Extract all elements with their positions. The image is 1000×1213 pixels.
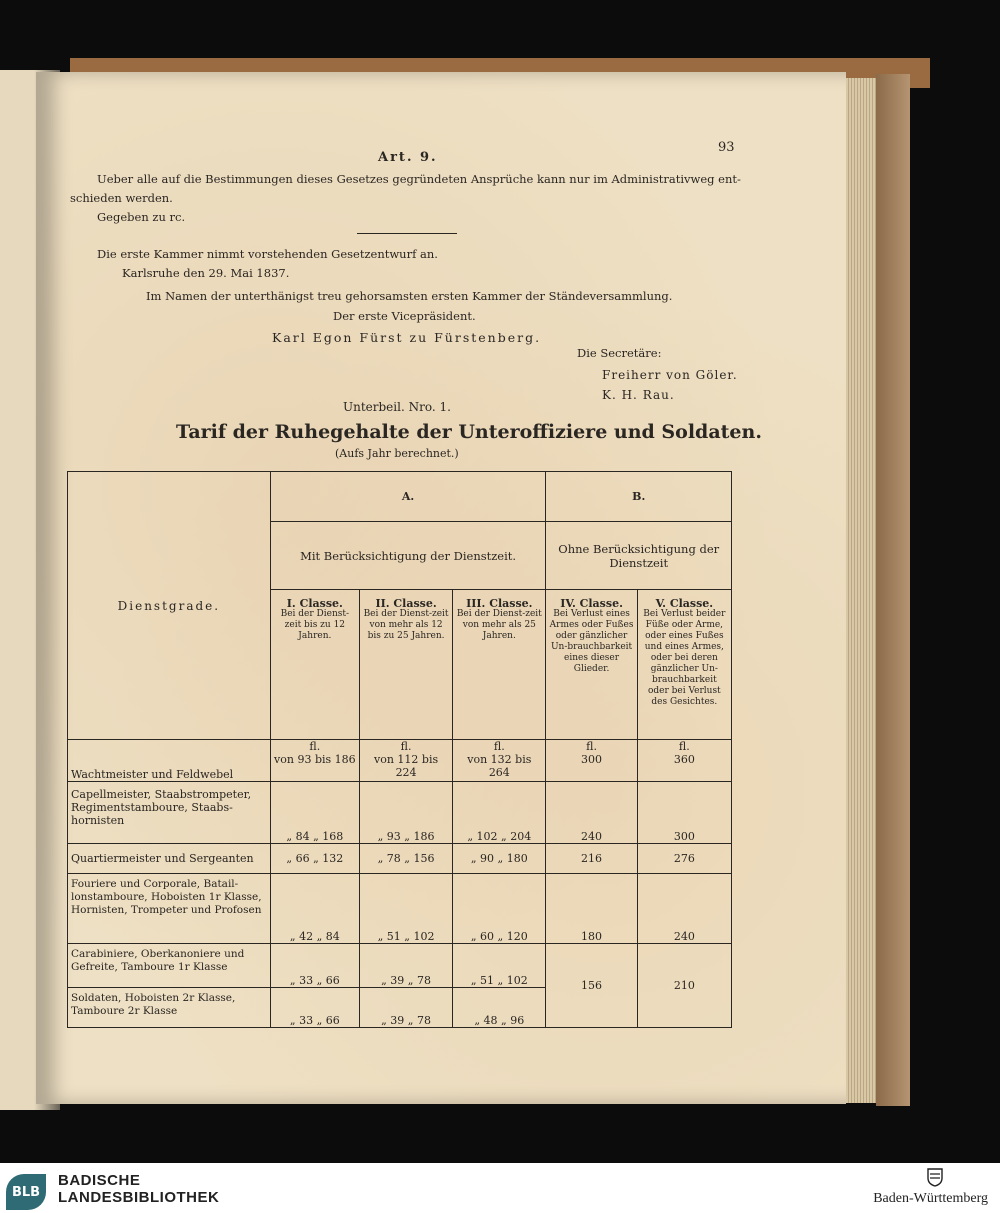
vice-president-name: Karl Egon Fürst zu Fürstenberg. [272, 330, 542, 345]
blb-logo: BLB [6, 1174, 46, 1210]
value-cell: von 132 bis 264 [467, 753, 532, 779]
table-title: Tarif der Ruhegehalte der Unteroffiziere und Soldaten. [176, 421, 762, 443]
value-cell: von 112 bis 224 [374, 753, 439, 779]
library-name-line-1: BADISCHE [58, 1172, 141, 1189]
table-subtitle: (Aufs Jahr berechnet.) [335, 447, 459, 460]
enclosure-label: Unterbeil. Nro. 1. [343, 400, 451, 414]
value-cell: „ 66 „ 132 [270, 844, 359, 874]
value-cell: 300 [581, 753, 603, 766]
table-cell [637, 740, 731, 782]
value-cell: „ 84 „ 168 [270, 782, 359, 844]
class-4-description: Bei Verlust eines Armes oder Fußes oder gänzlicher Un-brauchbarkeit eines dieser Glieder. [549, 609, 634, 674]
value-cell: 240 [546, 782, 637, 844]
table-row-rank: Soldaten, Hoboisten 2r Klasse, Tamboure 2r Klasse [68, 988, 271, 1028]
value-cell: „ 39 „ 78 [359, 944, 452, 988]
value-cell: „ 60 „ 120 [453, 874, 546, 944]
chamber-acceptance: Die erste Kammer nimmt vorstehenden Gesetzentwurf an. [97, 247, 438, 261]
class-1-header [270, 590, 359, 740]
secretaries-title: Die Secretäre: [577, 346, 662, 360]
value-cell: „ 42 „ 84 [270, 874, 359, 944]
unit-label: fl. [493, 740, 505, 753]
unit-label: fl. [309, 740, 321, 753]
value-cell: 240 [637, 874, 731, 944]
state-crest-icon [926, 1167, 944, 1187]
given-clause: Gegeben zu rc. [97, 210, 186, 224]
class-2-description: Bei der Dienst-zeit von mehr als 12 bis zu 25 Jahren. [363, 609, 449, 641]
in-the-name-of: Im Namen der unterthänigst treu gehorsamsten ersten Kammer der Ständeversammlung. [146, 289, 673, 303]
class-4-name: IV. Classe. [560, 597, 623, 610]
group-a-header: A. [270, 472, 546, 522]
value-cell: „ 90 „ 180 [453, 844, 546, 874]
value-cell-shared: 210 [637, 944, 731, 1028]
table-cell [359, 740, 452, 782]
pension-tariff-table [67, 471, 732, 1028]
separator-rule [357, 233, 457, 234]
table-row-rank: Quartiermeister und Sergeanten [68, 844, 271, 874]
group-b-description: Ohne Berücksichtigung der Dienstzeit [546, 522, 732, 590]
value-cell: „ 93 „ 186 [359, 782, 452, 844]
article-text-line-2: schieden werden. [70, 191, 173, 205]
value-cell: „ 33 „ 66 [270, 944, 359, 988]
page-number: 93 [718, 140, 735, 155]
vice-president-title: Der erste Vicepräsident. [333, 309, 476, 323]
value-cell: „ 51 „ 102 [453, 944, 546, 988]
state-name: Baden-Württemberg [873, 1191, 988, 1206]
book-cover-side [876, 74, 910, 1106]
table-cell [270, 740, 359, 782]
value-cell: „ 51 „ 102 [359, 874, 452, 944]
value-cell: „ 48 „ 96 [453, 988, 546, 1028]
class-5-header [637, 590, 731, 740]
group-b-header: B. [546, 472, 732, 522]
value-cell: „ 33 „ 66 [270, 988, 359, 1028]
value-cell: 300 [637, 782, 731, 844]
table-row-rank: Wachtmeister und Feldwebel [68, 740, 271, 782]
value-cell: „ 39 „ 78 [359, 988, 452, 1028]
article-heading: Art. 9. [378, 150, 438, 165]
secretary-rau: K. H. Rau. [602, 388, 675, 402]
table-row-rank: Carabiniere, Oberkanoniere und Gefreite, Tamboure 1r Klasse [68, 944, 271, 988]
unit-label: fl. [678, 740, 690, 753]
place-and-date: Karlsruhe den 29. Mai 1837. [122, 266, 290, 280]
value-cell: 216 [546, 844, 637, 874]
value-cell: „ 78 „ 156 [359, 844, 452, 874]
library-footer [0, 1163, 1000, 1213]
class-5-description: Bei Verlust beider Füße oder Arme, oder eines Fußes und eines Armes, oder bei deren gänzlicher Un-brauchbarkeit oder bei Verlust des Gesichtes. [643, 609, 726, 707]
unit-label: fl. [400, 740, 412, 753]
value-cell: 360 [673, 753, 695, 766]
article-text-line-1: Ueber alle auf die Bestimmungen dieses Gesetzes gegründeten Ansprüche kann nur im Administrativweg ent- [97, 172, 741, 186]
value-cell: 276 [637, 844, 731, 874]
value-cell: 180 [546, 874, 637, 944]
value-cell: von 93 bis 186 [274, 753, 356, 766]
class-1-name: I. Classe. [286, 597, 343, 610]
class-3-description: Bei der Dienst-zeit von mehr als 25 Jahren. [456, 609, 542, 641]
class-5-name: V. Classe. [655, 597, 714, 610]
class-3-header [453, 590, 546, 740]
table-row-rank: Capellmeister, Staabstrompeter, Regimentstamboure, Staabs-hornisten [68, 782, 271, 844]
secretary-goeler: Freiherr von Göler. [602, 368, 738, 382]
value-cell-shared: 156 [546, 944, 637, 1028]
library-name [58, 1172, 219, 1206]
table-cell [546, 740, 637, 782]
class-1-description: Bei der Dienst-zeit bis zu 12 Jahren. [280, 609, 350, 641]
class-2-name: II. Classe. [375, 597, 437, 610]
class-2-header [359, 590, 452, 740]
rank-column-header: Dienstgrade. [68, 472, 271, 740]
table-row-rank: Fouriere und Corporale, Batail-lonstamboure, Hoboisten 1r Klasse, Hornisten, Trompeter und Profosen [68, 874, 271, 944]
table-cell [453, 740, 546, 782]
unit-label: fl. [586, 740, 597, 753]
group-a-description: Mit Berücksichtigung der Dienstzeit. [270, 522, 546, 590]
class-3-name: III. Classe. [466, 597, 533, 610]
library-name-line-2: LANDESBIBLIOTHEK [58, 1189, 220, 1206]
value-cell: „ 102 „ 204 [453, 782, 546, 844]
class-4-header [546, 590, 637, 740]
